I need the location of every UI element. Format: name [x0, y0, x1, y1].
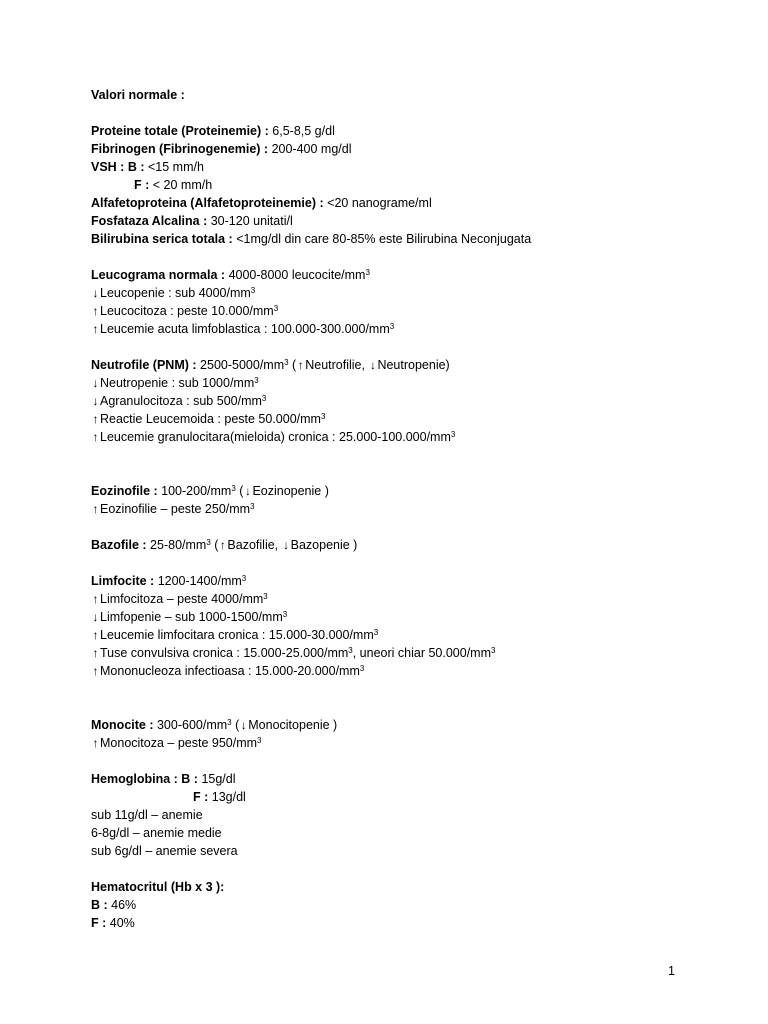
label-leucograma: Leucograma normala : [91, 268, 226, 282]
sup-3: 3 [365, 268, 370, 277]
sup-3: 3 [231, 484, 236, 493]
sup-3: 3 [250, 502, 255, 511]
page-number: 1 [668, 964, 675, 978]
sup-3: 3 [273, 304, 279, 313]
value-fosfataza: 30-120 unitati/l [210, 214, 293, 228]
value-neutrofile: 2500-5000/mm [200, 358, 285, 372]
value-alfa: <20 nanograme/ml [327, 196, 432, 210]
label-hemoglobina: Hemoglobina : [91, 772, 178, 786]
sup-3: 3 [282, 610, 288, 619]
value-hemoglobina-f: 13g/dl [211, 790, 246, 804]
label-hematocrit: Hematocritul (Hb x 3 ): [91, 880, 225, 894]
text-monocitopenie: Monocitopenie ) [248, 718, 338, 732]
label-monocite: Monocite : [91, 718, 154, 732]
row-proteine [91, 122, 731, 140]
row-anemie-medie: 6-8g/dl – anemie medie [91, 826, 222, 840]
row-mononucleoza [91, 662, 731, 680]
label-vsh-b: B : [127, 160, 145, 174]
row-hemoglobina-f [91, 788, 731, 806]
row-alfa [91, 194, 731, 212]
value-vsh-f: < 20 mm/h [152, 178, 213, 192]
label-fibrinogen: Fibrinogen (Fibrinogenemie) : [91, 142, 269, 156]
row-leucemie-acuta [91, 320, 731, 338]
value-leucograma: 4000-8000 leucocite/mm [228, 268, 366, 282]
text-monocitoza: Monocitoza – peste 950/mm [100, 736, 258, 750]
label-proteine: Proteine totale (Proteinemie) : [91, 124, 269, 138]
arrow-up-icon: ↑ [92, 646, 99, 660]
row-neutrofile [91, 356, 731, 374]
text-neutropenie-short: Neutropenie) [377, 358, 450, 372]
text-tuse-a: Tuse convulsiva cronica : 15.000-25.000/mm [100, 646, 349, 660]
sup-3: 3 [320, 412, 326, 421]
value-hematocrit-f: 40% [109, 916, 135, 930]
text-limfocitoza: Limfocitoza – peste 4000/mm [100, 592, 264, 606]
label-eozinofile: Eozinofile : [91, 484, 158, 498]
arrow-down-icon: ↓ [92, 376, 99, 390]
row-anemie: sub 11g/dl – anemie [91, 808, 203, 822]
label-hemoglobina-f: F : [193, 790, 209, 804]
row-tuse [91, 644, 731, 662]
label-hemoglobina-b: B : [181, 772, 198, 786]
arrow-up-icon: ↑ [219, 538, 226, 552]
row-eozinofilie [91, 500, 731, 518]
row-leucopenie [91, 284, 731, 302]
row-anemie-severa: sub 6g/dl – anemie severa [91, 844, 238, 858]
value-bilirubina: <1mg/dl din care 80-85% este Bilirubina Neconjugata [236, 232, 532, 246]
paren-open: ( [235, 484, 244, 498]
row-eozinofile [91, 482, 731, 500]
text-mononucleoza: Mononucleoza infectioasa : 15.000-20.000/mm [100, 664, 360, 678]
paren-open: ( [231, 718, 240, 732]
row-leucograma [91, 266, 731, 284]
text-agranulocitoza: Agranulocitoza : sub 500/mm [100, 394, 262, 408]
arrow-up-icon: ↑ [92, 736, 99, 750]
value-fibrinogen: 200-400 mg/dl [271, 142, 352, 156]
sup-3: 3 [227, 718, 232, 727]
arrow-up-icon: ↑ [92, 664, 99, 678]
arrow-up-icon: ↑ [92, 304, 99, 318]
label-neutrofile: Neutrofile (PNM) : [91, 358, 197, 372]
row-hematocrit-b [91, 896, 731, 914]
value-monocite: 300-600/mm [156, 718, 228, 732]
text-reactie: Reactie Leucemoida : peste 50.000/mm [100, 412, 321, 426]
text-neutropenie: Neutropenie : sub 1000/mm [100, 376, 255, 390]
label-hematocrit-b: B : [91, 898, 108, 912]
row-fibrinogen [91, 140, 731, 158]
arrow-down-icon: ↓ [92, 394, 99, 408]
row-monocite [91, 716, 731, 734]
arrow-up-icon: ↑ [92, 430, 99, 444]
sup-3: 3 [254, 376, 259, 385]
value-bazofile: 25-80/mm [150, 538, 207, 552]
text-bazofilie: Bazofilie, [227, 538, 282, 552]
text-leucocitoza: Leucocitoza : peste 10.000/mm [100, 304, 274, 318]
row-agranulocitoza [91, 392, 731, 410]
row-bazofile [91, 536, 731, 554]
label-fosfataza: Fosfataza Alcalina : [91, 214, 208, 228]
row-reactie [91, 410, 731, 428]
sup-3: 3 [359, 664, 365, 673]
row-vsh-f [91, 176, 731, 194]
arrow-down-icon: ↓ [92, 610, 99, 624]
value-limfocite: 1200-1400/mm [157, 574, 242, 588]
arrow-up-icon: ↑ [297, 358, 304, 372]
label-vsh: VSH : [91, 160, 125, 174]
arrow-up-icon: ↑ [92, 322, 99, 336]
arrow-up-icon: ↑ [92, 502, 99, 516]
text-leucopenie: Leucopenie : sub 4000/mm [100, 286, 251, 300]
sup-3: 3 [491, 646, 496, 655]
arrow-down-icon: ↓ [240, 718, 247, 732]
document-body [91, 86, 731, 932]
label-limfocite: Limfocite : [91, 574, 155, 588]
text-eozinofilie: Eozinofilie – peste 250/mm [100, 502, 251, 516]
value-eozinofile: 100-200/mm [161, 484, 232, 498]
arrow-up-icon: ↑ [92, 628, 99, 642]
sup-3: 3 [373, 628, 379, 637]
text-bazopenie: Bazopenie ) [290, 538, 358, 552]
sup-3: 3 [263, 592, 268, 601]
text-neutrofilie: Neutrofilie, [305, 358, 369, 372]
row-leucemie-granulocitara [91, 428, 731, 446]
arrow-up-icon: ↑ [92, 592, 99, 606]
arrow-down-icon: ↓ [244, 484, 251, 498]
arrow-down-icon: ↓ [369, 358, 376, 372]
sup-3: 3 [284, 358, 289, 367]
row-leucocitoza [91, 302, 731, 320]
label-hematocrit-f: F : [91, 916, 107, 930]
text-limfopenie: Limfopenie – sub 1000-1500/mm [100, 610, 283, 624]
arrow-up-icon: ↑ [92, 412, 99, 426]
label-vsh-f: F : [134, 178, 150, 192]
row-limfocitoza [91, 590, 731, 608]
value-vsh-b: <15 mm/h [147, 160, 204, 174]
arrow-down-icon: ↓ [92, 286, 99, 300]
label-bazofile: Bazofile : [91, 538, 147, 552]
row-monocitoza [91, 734, 731, 752]
text-leucemie-granulocitara: Leucemie granulocitara(mieloida) cronica : 25.000-100.000/mm [100, 430, 451, 444]
row-fosfataza [91, 212, 731, 230]
sup-3: 3 [450, 430, 456, 439]
value-proteine: 6,5-8,5 g/dl [272, 124, 335, 138]
sup-3: 3 [257, 736, 262, 745]
row-neutropenie [91, 374, 731, 392]
row-hemoglobina-b [91, 770, 731, 788]
row-limfopenie [91, 608, 731, 626]
label-alfa: Alfafetoproteina (Alfafetoproteinemie) : [91, 196, 324, 210]
text-tuse-b: , uneori chiar 50.000/mm [352, 646, 491, 660]
text-leucemie-limfocitara: Leucemie limfocitara cronica : 15.000-30.000/mm [100, 628, 374, 642]
text-eozinopenie: Eozinopenie ) [252, 484, 329, 498]
sup-3: 3 [389, 322, 395, 331]
arrow-down-icon: ↓ [283, 538, 290, 552]
sup-3: 3 [261, 394, 267, 403]
row-bilirubina [91, 230, 731, 248]
text-leucemie-acuta: Leucemie acuta limfoblastica : 100.000-300.000/mm [100, 322, 390, 336]
row-vsh-b [91, 158, 731, 176]
row-limfocite [91, 572, 731, 590]
row-hematocrit-f [91, 914, 731, 932]
paren-open: ( [288, 358, 297, 372]
paren-open: ( [210, 538, 219, 552]
label-bilirubina: Bilirubina serica totala : [91, 232, 233, 246]
sup-3: 3 [206, 538, 211, 547]
sup-3: 3 [348, 646, 353, 655]
page-title: Valori normale : [91, 88, 185, 102]
value-hematocrit-b: 46% [111, 898, 137, 912]
row-leucemie-limfocitara [91, 626, 731, 644]
sup-3: 3 [241, 574, 247, 583]
sup-3: 3 [250, 286, 256, 295]
value-hemoglobina-b: 15g/dl [201, 772, 236, 786]
